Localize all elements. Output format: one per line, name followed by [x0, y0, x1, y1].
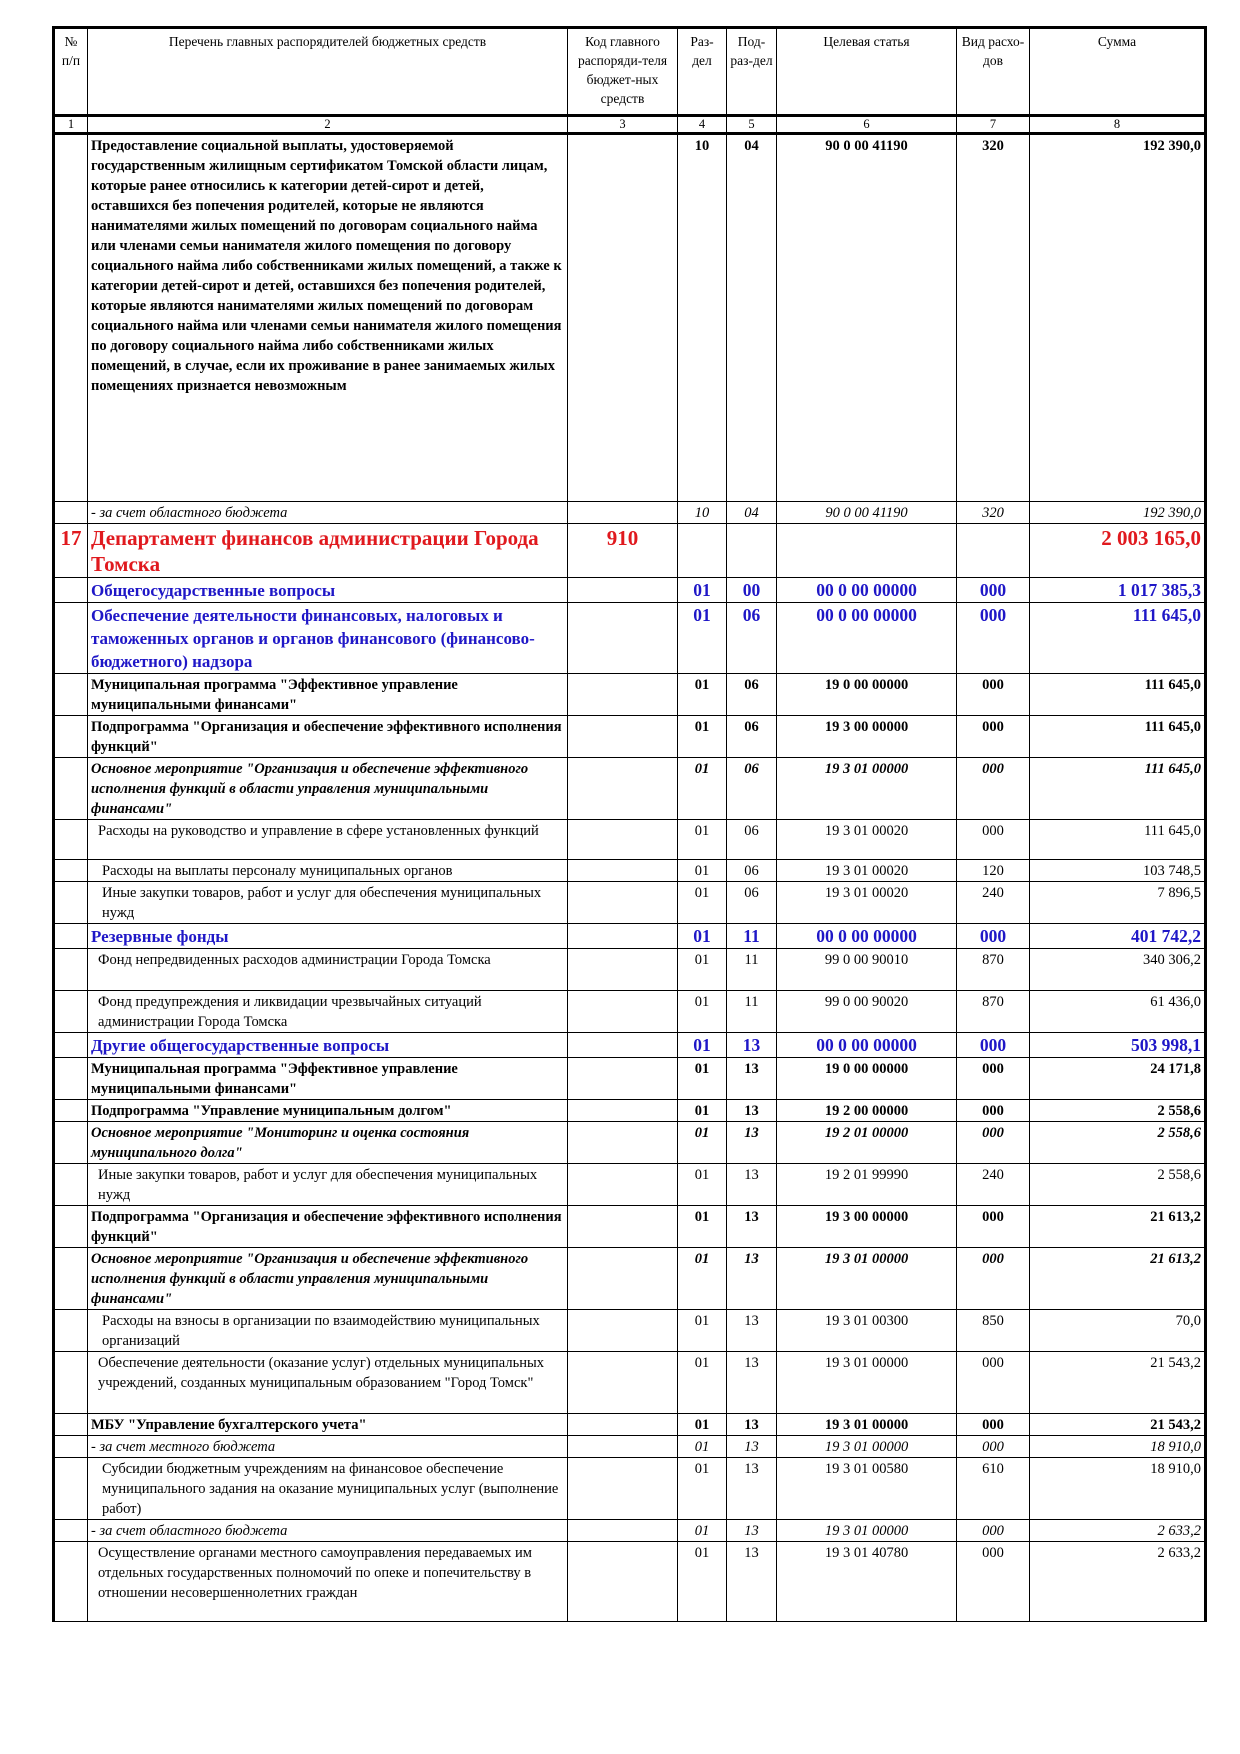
column-number-row — [54, 116, 1206, 134]
cell-expense-type: 000 — [957, 1414, 1030, 1436]
cell-name: Муниципальная программа "Эффективное управление муниципальными финансами" — [88, 674, 568, 716]
cell-podrazdel: 04 — [727, 502, 777, 524]
cell-expense-type: 000 — [957, 820, 1030, 860]
cell-expense-type: 870 — [957, 949, 1030, 991]
cell-target-article: 00 0 00 00000 — [777, 578, 957, 603]
table-row — [54, 860, 1206, 882]
cell-code — [568, 502, 678, 524]
cell-podrazdel: 11 — [727, 991, 777, 1033]
cell-expense-type: 000 — [957, 924, 1030, 949]
cell-target-article: 19 3 01 00000 — [777, 1248, 957, 1310]
cell-razdel: 01 — [678, 578, 727, 603]
cell-podrazdel: 06 — [727, 716, 777, 758]
cell-expense-type: 240 — [957, 1164, 1030, 1206]
cell-target-article: 90 0 00 41190 — [777, 134, 957, 502]
cell-target-article: 19 3 01 40780 — [777, 1542, 957, 1622]
cell-podrazdel: 00 — [727, 578, 777, 603]
cell-num — [54, 860, 88, 882]
cell-sum: 21 543,2 — [1030, 1414, 1206, 1436]
cell-podrazdel: 04 — [727, 134, 777, 502]
colnum-5: 5 — [727, 116, 777, 134]
cell-code: 910 — [568, 524, 678, 578]
cell-sum: 61 436,0 — [1030, 991, 1206, 1033]
cell-code — [568, 134, 678, 502]
cell-expense-type: 610 — [957, 1458, 1030, 1520]
cell-razdel: 01 — [678, 882, 727, 924]
cell-target-article: 19 2 01 00000 — [777, 1122, 957, 1164]
cell-code — [568, 603, 678, 674]
cell-razdel: 01 — [678, 1033, 727, 1058]
cell-num — [54, 1520, 88, 1542]
cell-razdel: 01 — [678, 758, 727, 820]
cell-target-article: 19 3 01 00000 — [777, 1352, 957, 1414]
cell-num — [54, 1458, 88, 1520]
cell-expense-type: 240 — [957, 882, 1030, 924]
table-row — [54, 1352, 1206, 1414]
cell-name: Другие общегосударственные вопросы — [88, 1033, 568, 1058]
header-num: № п/п — [54, 28, 88, 116]
cell-sum: 401 742,2 — [1030, 924, 1206, 949]
cell-name: Департамент финансов администрации Города Томска — [88, 524, 568, 578]
cell-sum: 192 390,0 — [1030, 134, 1206, 502]
cell-sum: 24 171,8 — [1030, 1058, 1206, 1100]
cell-target-article: 19 2 01 99990 — [777, 1164, 957, 1206]
cell-code — [568, 882, 678, 924]
cell-expense-type: 000 — [957, 674, 1030, 716]
cell-podrazdel: 13 — [727, 1352, 777, 1414]
cell-name: Фонд предупреждения и ликвидации чрезвычайных ситуаций администрации Города Томска — [88, 991, 568, 1033]
cell-podrazdel: 11 — [727, 924, 777, 949]
cell-code — [568, 1414, 678, 1436]
cell-sum: 18 910,0 — [1030, 1436, 1206, 1458]
cell-podrazdel: 06 — [727, 820, 777, 860]
header-vr: Вид расхо-дов — [957, 28, 1030, 116]
cell-expense-type: 000 — [957, 1248, 1030, 1310]
cell-podrazdel: 13 — [727, 1436, 777, 1458]
colnum-1: 1 — [54, 116, 88, 134]
cell-name: Основное мероприятие "Организация и обеспечение эффективного исполнения функций в области управления муниципальными финансами" — [88, 1248, 568, 1310]
cell-num — [54, 949, 88, 991]
cell-podrazdel: 06 — [727, 882, 777, 924]
cell-name: Расходы на выплаты персоналу муниципальных органов — [88, 860, 568, 882]
cell-num: 17 — [54, 524, 88, 578]
cell-expense-type: 320 — [957, 134, 1030, 502]
cell-razdel: 01 — [678, 820, 727, 860]
cell-sum: 21 543,2 — [1030, 1352, 1206, 1414]
cell-name: Предоставление социальной выплаты, удостоверяемой государственным жилищным сертификатом Томской области лицам, которые ранее относились к категории детей-сирот и детей, оставшихся без попечения родителей, которые не являются нанимателями жилых помещений по договорам социального найма или членами семьи нанимателя жилого помещения по договору социального найма либо собственниками жилых помещений, а также к категории детей-сирот и детей, оставшихся без попечения родителей, которые являются нанимателями жилых помещений по договорам социального найма или членами семьи нанимателя жилого помещения по договору социального найма либо собственниками жилых помещений, в случае, если их проживание в ранее занимаемых жилых помещениях признается невозможным — [88, 134, 568, 502]
cell-code — [568, 1164, 678, 1206]
cell-code — [568, 991, 678, 1033]
cell-name: Основное мероприятие "Мониторинг и оценка состояния муниципального долга" — [88, 1122, 568, 1164]
table-row — [54, 1122, 1206, 1164]
cell-name: Расходы на руководство и управление в сфере установленных функций — [88, 820, 568, 860]
table-row — [54, 758, 1206, 820]
cell-target-article: 19 3 01 00000 — [777, 1414, 957, 1436]
cell-target-article: 19 3 01 00580 — [777, 1458, 957, 1520]
cell-num — [54, 1122, 88, 1164]
table-row — [54, 1310, 1206, 1352]
cell-num — [54, 1414, 88, 1436]
cell-name: Резервные фонды — [88, 924, 568, 949]
cell-razdel: 01 — [678, 1248, 727, 1310]
cell-num — [54, 502, 88, 524]
colnum-3: 3 — [568, 116, 678, 134]
cell-code — [568, 1248, 678, 1310]
table-row — [54, 134, 1206, 502]
cell-code — [568, 1520, 678, 1542]
cell-name: - за счет местного бюджета — [88, 1436, 568, 1458]
budget-table — [52, 26, 1207, 1622]
header-sum: Сумма — [1030, 28, 1206, 116]
cell-razdel: 01 — [678, 1458, 727, 1520]
cell-name: Осуществление органами местного самоуправления передаваемых им отдельных государственных полномочий по опеке и попечительству в отношении несовершеннолетних граждан — [88, 1542, 568, 1622]
cell-code — [568, 1033, 678, 1058]
cell-expense-type: 000 — [957, 1206, 1030, 1248]
cell-expense-type — [957, 524, 1030, 578]
cell-num — [54, 758, 88, 820]
cell-name: - за счет областного бюджета — [88, 502, 568, 524]
cell-podrazdel: 13 — [727, 1164, 777, 1206]
colnum-6: 6 — [777, 116, 957, 134]
header-razdel: Раз-дел — [678, 28, 727, 116]
cell-name: Субсидии бюджетным учреждениям на финансовое обеспечение муниципального задания на оказание муниципальных услуг (выполнение работ) — [88, 1458, 568, 1520]
cell-name: Основное мероприятие "Организация и обеспечение эффективного исполнения функций в области управления муниципальными финансами" — [88, 758, 568, 820]
cell-num — [54, 716, 88, 758]
cell-name: Подпрограмма "Управление муниципальным долгом" — [88, 1100, 568, 1122]
cell-num — [54, 1248, 88, 1310]
table-row — [54, 1414, 1206, 1436]
cell-sum: 2 003 165,0 — [1030, 524, 1206, 578]
cell-code — [568, 1206, 678, 1248]
cell-podrazdel: 06 — [727, 758, 777, 820]
cell-podrazdel: 06 — [727, 860, 777, 882]
cell-name: Иные закупки товаров, работ и услуг для обеспечения муниципальных нужд — [88, 882, 568, 924]
cell-expense-type: 120 — [957, 860, 1030, 882]
cell-num — [54, 603, 88, 674]
cell-sum: 111 645,0 — [1030, 716, 1206, 758]
cell-target-article: 19 3 01 00020 — [777, 882, 957, 924]
cell-target-article: 99 0 00 90010 — [777, 949, 957, 991]
cell-code — [568, 820, 678, 860]
cell-num — [54, 1206, 88, 1248]
table-row — [54, 716, 1206, 758]
cell-podrazdel: 13 — [727, 1033, 777, 1058]
budget-table-sheet — [52, 26, 1207, 1622]
cell-code — [568, 1058, 678, 1100]
cell-target-article: 00 0 00 00000 — [777, 1033, 957, 1058]
table-row — [54, 924, 1206, 949]
cell-sum: 103 748,5 — [1030, 860, 1206, 882]
cell-code — [568, 578, 678, 603]
cell-sum: 70,0 — [1030, 1310, 1206, 1352]
cell-expense-type: 000 — [957, 578, 1030, 603]
cell-podrazdel: 13 — [727, 1058, 777, 1100]
cell-num — [54, 1310, 88, 1352]
table-row — [54, 1206, 1206, 1248]
cell-num — [54, 991, 88, 1033]
cell-num — [54, 674, 88, 716]
cell-razdel: 10 — [678, 134, 727, 502]
table-row — [54, 882, 1206, 924]
cell-target-article: 19 3 00 00000 — [777, 716, 957, 758]
cell-code — [568, 860, 678, 882]
cell-num — [54, 820, 88, 860]
cell-name: МБУ "Управление бухгалтерского учета" — [88, 1414, 568, 1436]
cell-num — [54, 1033, 88, 1058]
table-row — [54, 1520, 1206, 1542]
cell-podrazdel: 13 — [727, 1520, 777, 1542]
table-row — [54, 820, 1206, 860]
table-row — [54, 949, 1206, 991]
cell-podrazdel — [727, 524, 777, 578]
cell-target-article: 19 3 01 00000 — [777, 1520, 957, 1542]
cell-razdel: 01 — [678, 1436, 727, 1458]
cell-sum: 111 645,0 — [1030, 603, 1206, 674]
cell-code — [568, 1100, 678, 1122]
cell-target-article: 19 3 01 00000 — [777, 758, 957, 820]
cell-podrazdel: 13 — [727, 1458, 777, 1520]
cell-expense-type: 850 — [957, 1310, 1030, 1352]
table-row — [54, 1164, 1206, 1206]
cell-expense-type: 000 — [957, 758, 1030, 820]
cell-expense-type: 000 — [957, 1352, 1030, 1414]
cell-razdel: 01 — [678, 1352, 727, 1414]
cell-podrazdel: 13 — [727, 1100, 777, 1122]
cell-razdel: 01 — [678, 1310, 727, 1352]
cell-podrazdel: 13 — [727, 1122, 777, 1164]
cell-podrazdel: 13 — [727, 1206, 777, 1248]
cell-target-article: 19 0 00 00000 — [777, 1058, 957, 1100]
cell-num — [54, 1100, 88, 1122]
cell-razdel: 10 — [678, 502, 727, 524]
cell-sum: 111 645,0 — [1030, 820, 1206, 860]
cell-name: Общегосударственные вопросы — [88, 578, 568, 603]
cell-razdel: 01 — [678, 1164, 727, 1206]
cell-sum: 21 613,2 — [1030, 1206, 1206, 1248]
cell-podrazdel: 06 — [727, 603, 777, 674]
cell-razdel: 01 — [678, 1122, 727, 1164]
cell-razdel: 01 — [678, 603, 727, 674]
cell-sum: 1 017 385,3 — [1030, 578, 1206, 603]
table-row — [54, 674, 1206, 716]
table-row — [54, 1058, 1206, 1100]
cell-sum: 111 645,0 — [1030, 758, 1206, 820]
table-row — [54, 1542, 1206, 1622]
table-row — [54, 1033, 1206, 1058]
table-row — [54, 1248, 1206, 1310]
cell-razdel: 01 — [678, 1414, 727, 1436]
cell-code — [568, 1436, 678, 1458]
cell-name: Обеспечение деятельности финансовых, налоговых и таможенных органов и органов финансового (финансово-бюджетного) надзора — [88, 603, 568, 674]
cell-sum: 2 633,2 — [1030, 1520, 1206, 1542]
cell-target-article — [777, 524, 957, 578]
cell-razdel: 01 — [678, 674, 727, 716]
cell-expense-type: 320 — [957, 502, 1030, 524]
colnum-4: 4 — [678, 116, 727, 134]
cell-code — [568, 1122, 678, 1164]
cell-razdel: 01 — [678, 1206, 727, 1248]
cell-razdel: 01 — [678, 949, 727, 991]
colnum-2: 2 — [88, 116, 568, 134]
cell-target-article: 19 3 01 00020 — [777, 860, 957, 882]
header-row — [54, 28, 1206, 116]
cell-razdel: 01 — [678, 924, 727, 949]
cell-target-article: 99 0 00 90020 — [777, 991, 957, 1033]
header-name: Перечень главных распорядителей бюджетных средств — [88, 28, 568, 116]
cell-name: - за счет областного бюджета — [88, 1520, 568, 1542]
cell-code — [568, 1458, 678, 1520]
cell-target-article: 00 0 00 00000 — [777, 603, 957, 674]
cell-sum: 21 613,2 — [1030, 1248, 1206, 1310]
cell-target-article: 90 0 00 41190 — [777, 502, 957, 524]
table-row — [54, 524, 1206, 578]
cell-razdel — [678, 524, 727, 578]
cell-target-article: 19 3 00 00000 — [777, 1206, 957, 1248]
cell-code — [568, 758, 678, 820]
cell-name: Муниципальная программа "Эффективное управление муниципальными финансами" — [88, 1058, 568, 1100]
cell-code — [568, 716, 678, 758]
cell-razdel: 01 — [678, 716, 727, 758]
header-code: Код главного распоряди-теля бюджет-ных средств — [568, 28, 678, 116]
cell-podrazdel: 06 — [727, 674, 777, 716]
header-podrazdel: Под-раз-дел — [727, 28, 777, 116]
cell-code — [568, 924, 678, 949]
cell-podrazdel: 11 — [727, 949, 777, 991]
table-row — [54, 603, 1206, 674]
cell-podrazdel: 13 — [727, 1248, 777, 1310]
cell-expense-type: 000 — [957, 1100, 1030, 1122]
cell-expense-type: 000 — [957, 1520, 1030, 1542]
cell-code — [568, 1542, 678, 1622]
cell-sum: 111 645,0 — [1030, 674, 1206, 716]
cell-num — [54, 1352, 88, 1414]
cell-expense-type: 000 — [957, 716, 1030, 758]
cell-expense-type: 000 — [957, 1058, 1030, 1100]
cell-sum: 2 558,6 — [1030, 1164, 1206, 1206]
cell-target-article: 19 0 00 00000 — [777, 674, 957, 716]
cell-razdel: 01 — [678, 991, 727, 1033]
cell-razdel: 01 — [678, 860, 727, 882]
cell-sum: 18 910,0 — [1030, 1458, 1206, 1520]
cell-num — [54, 1058, 88, 1100]
cell-name: Подпрограмма "Организация и обеспечение эффективного исполнения функций" — [88, 1206, 568, 1248]
cell-sum: 192 390,0 — [1030, 502, 1206, 524]
cell-target-article: 19 3 01 00000 — [777, 1436, 957, 1458]
cell-target-article: 19 3 01 00020 — [777, 820, 957, 860]
cell-num — [54, 578, 88, 603]
cell-expense-type: 000 — [957, 1436, 1030, 1458]
cell-target-article: 19 2 00 00000 — [777, 1100, 957, 1122]
cell-razdel: 01 — [678, 1520, 727, 1542]
table-row — [54, 991, 1206, 1033]
cell-razdel: 01 — [678, 1100, 727, 1122]
table-row — [54, 1458, 1206, 1520]
cell-expense-type: 000 — [957, 1542, 1030, 1622]
cell-expense-type: 000 — [957, 603, 1030, 674]
header-target: Целевая статья — [777, 28, 957, 116]
cell-name: Расходы на взносы в организации по взаимодействию муниципальных организаций — [88, 1310, 568, 1352]
cell-podrazdel: 13 — [727, 1414, 777, 1436]
table-row — [54, 1436, 1206, 1458]
cell-name: Фонд непредвиденных расходов администрации Города Томска — [88, 949, 568, 991]
cell-name: Обеспечение деятельности (оказание услуг) отдельных муниципальных учреждений, созданных муниципальным образованием "Город Томск" — [88, 1352, 568, 1414]
cell-num — [54, 924, 88, 949]
colnum-8: 8 — [1030, 116, 1206, 134]
cell-podrazdel: 13 — [727, 1310, 777, 1352]
cell-podrazdel: 13 — [727, 1542, 777, 1622]
cell-sum: 340 306,2 — [1030, 949, 1206, 991]
table-row — [54, 1100, 1206, 1122]
cell-sum: 2 558,6 — [1030, 1122, 1206, 1164]
cell-sum: 503 998,1 — [1030, 1033, 1206, 1058]
cell-sum: 7 896,5 — [1030, 882, 1206, 924]
cell-sum: 2 558,6 — [1030, 1100, 1206, 1122]
cell-expense-type: 000 — [957, 1122, 1030, 1164]
cell-name: Иные закупки товаров, работ и услуг для обеспечения муниципальных нужд — [88, 1164, 568, 1206]
cell-num — [54, 1436, 88, 1458]
cell-razdel: 01 — [678, 1058, 727, 1100]
cell-expense-type: 870 — [957, 991, 1030, 1033]
cell-code — [568, 1310, 678, 1352]
cell-code — [568, 1352, 678, 1414]
table-row — [54, 578, 1206, 603]
table-row — [54, 502, 1206, 524]
colnum-7: 7 — [957, 116, 1030, 134]
cell-code — [568, 949, 678, 991]
cell-num — [54, 1542, 88, 1622]
cell-expense-type: 000 — [957, 1033, 1030, 1058]
cell-target-article: 00 0 00 00000 — [777, 924, 957, 949]
cell-num — [54, 882, 88, 924]
cell-code — [568, 674, 678, 716]
cell-target-article: 19 3 01 00300 — [777, 1310, 957, 1352]
cell-sum: 2 633,2 — [1030, 1542, 1206, 1622]
cell-razdel: 01 — [678, 1542, 727, 1622]
cell-num — [54, 1164, 88, 1206]
cell-num — [54, 134, 88, 502]
cell-name: Подпрограмма "Организация и обеспечение эффективного исполнения функций" — [88, 716, 568, 758]
